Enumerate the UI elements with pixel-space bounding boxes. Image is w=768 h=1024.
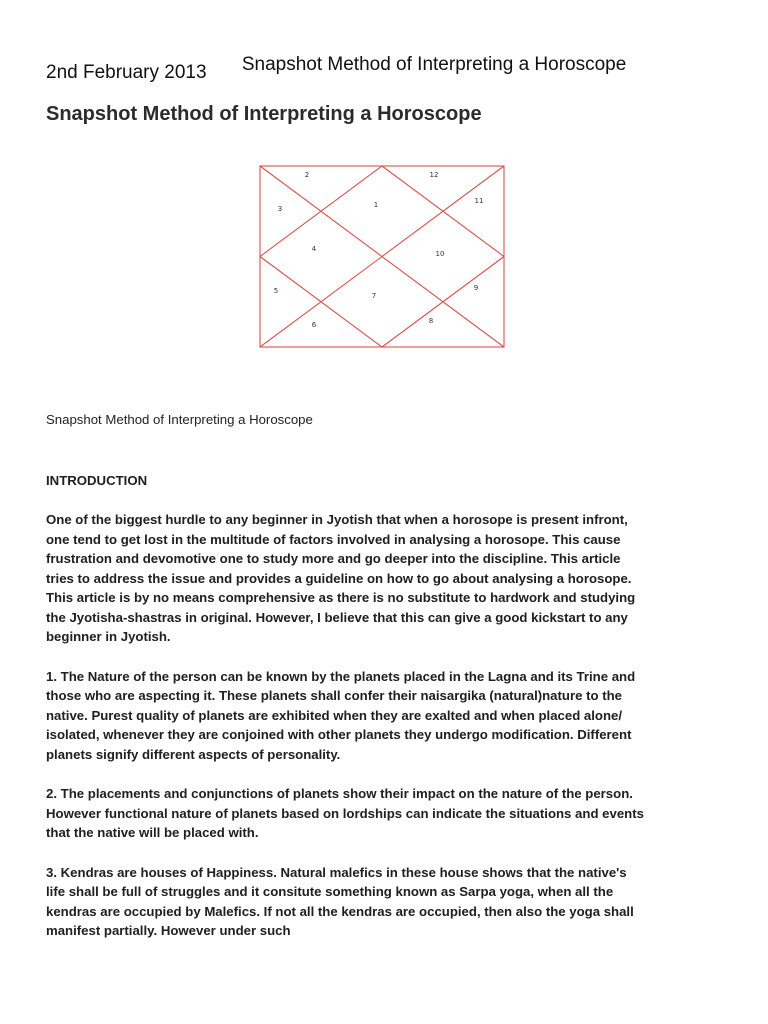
paragraph-point-3: 3. Kendras are houses of Happiness. Natural malefics in these house shows that the native's life shall be full of struggles and it consitute something known as Sarpa yoga, when all the kendras are occupied by Malefics. If not all the kendras are occupied, then also the yoga shall manifest partially. However under such	[46, 864, 634, 938]
paragraph-point-1: 1. The Nature of the person can be known by the planets placed in the Lagna and its Trine and those who are aspecting it. These planets shall confer their naisargika (natural)nature to the native. Purest quality of planets are exhibited when they are exalted and when placed alone/ isolated, whenever they are conjoined with other planets they undergo modification. Different planets signify different aspects of personality.	[46, 668, 636, 762]
house-label-3: 3	[277, 205, 283, 213]
horoscope-chart-svg	[259, 165, 505, 348]
article-heading: Snapshot Method of Interpreting a Horoscope	[46, 103, 482, 125]
paragraph-point-2: 2. The placements and conjunctions of planets show their impact on the nature of the person. However functional nature of planets based on lordships can indicate the situations and events that the native will be placed with.	[46, 786, 644, 840]
house-label-5: 5	[273, 287, 279, 295]
house-label-2: 2	[304, 171, 310, 179]
article-body	[46, 410, 646, 941]
post-header	[46, 54, 748, 84]
horoscope-chart	[259, 165, 505, 348]
post-date: 2nd February 2013	[46, 62, 207, 83]
house-label-9: 9	[473, 284, 479, 292]
paragraph-introduction: One of the biggest hurdle to any beginner in Jyotish that when a horosope is present infront, one tend to get lost in the multitude of factors involved in analysing a horosope. This cause frustration and devomotive one to study more and go deeper into the discipline. This article tries to address the issue and provides a guideline on how to go about analysing a horosope. This article is by no means comprehensive as there is no substitute to hardwork and studying the Jyotisha-shastras in original. However, I believe that this can give a good kickstart to any beginner in Jyotish.	[46, 512, 636, 644]
house-label-4: 4	[311, 245, 317, 253]
house-label-8: 8	[428, 317, 434, 325]
house-label-6: 6	[311, 321, 317, 329]
house-label-1: 1	[373, 201, 379, 209]
house-label-12: 12	[429, 171, 439, 179]
house-label-10: 10	[435, 250, 445, 258]
house-label-11: 11	[474, 197, 484, 205]
article-subtitle: Snapshot Method of Interpreting a Horoscope	[46, 412, 313, 427]
house-label-7: 7	[371, 292, 377, 300]
section-heading-introduction: INTRODUCTION	[46, 472, 148, 488]
post-title-link[interactable]: Snapshot Method of Interpreting a Horoscope	[241, 54, 627, 75]
